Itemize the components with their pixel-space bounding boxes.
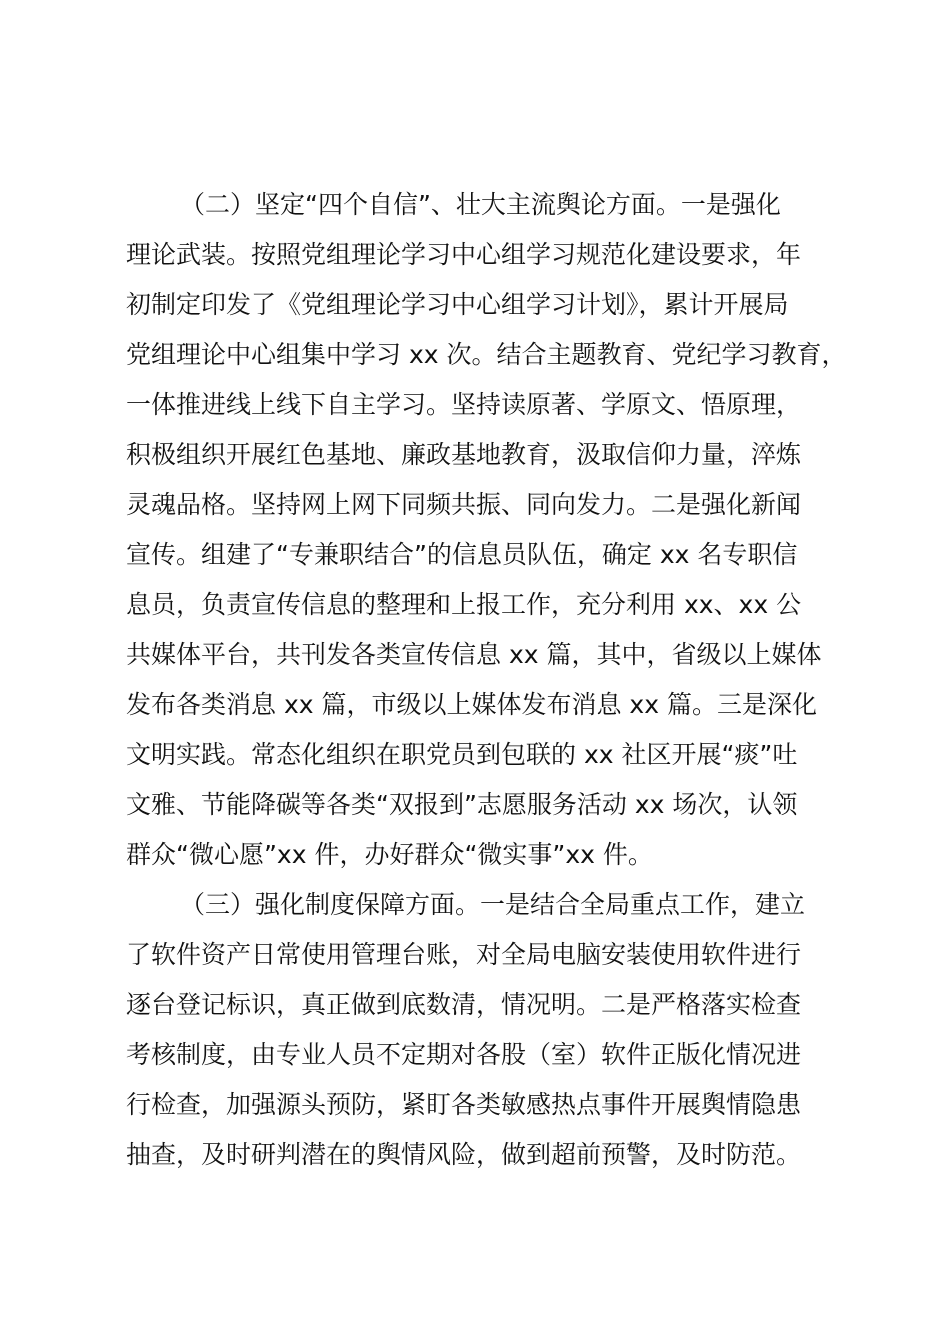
- text-line: 行检查，加强源头预防，紧盯各类敏感热点事件开展舆情隐患: [126, 1090, 802, 1119]
- text-line: 抽查，及时研判潜在的舆情风险，做到超前预警，及时防范。: [126, 1140, 802, 1169]
- text-line: 文雅、节能降碳等各类“双报到”志愿服务活动 xx 场次，认领: [126, 790, 798, 819]
- text-line: 了软件资产日常使用管理台账，对全局电脑安装使用软件进行: [126, 940, 802, 969]
- text-line: 初制定印发了《党组理论学习中心组学习计划》，累计开展局: [126, 290, 789, 319]
- text-line: 考核制度，由专业人员不定期对各股（室）软件正版化情况进: [126, 1040, 802, 1069]
- text-line: 灵魂品格。坚持网上网下同频共振、同向发力。二是强化新闻: [126, 490, 802, 519]
- text-line: 群众“微心愿”xx 件，办好群众“微实事”xx 件。: [126, 840, 653, 869]
- document-body: [126, 180, 847, 1180]
- text-line: 宣传。组建了“专兼职结合”的信息员队伍，确定 xx 名专职信: [126, 540, 798, 569]
- text-line: （二）坚定“四个自信”、壮大主流舆论方面。一是强化: [180, 190, 781, 219]
- paragraph-section-3: [126, 880, 838, 1180]
- paragraph-section-2: [126, 180, 847, 880]
- text-line: 党组理论中心组集中学习 xx 次。结合主题教育、党纪学习教育，: [126, 340, 847, 369]
- text-line: （三）强化制度保障方面。一是结合全局重点工作，建立: [180, 890, 806, 919]
- text-line: 一体推进线上线下自主学习。坚持读原著、学原文、悟原理，: [126, 390, 802, 419]
- text-line: 发布各类消息 xx 篇，市级以上媒体发布消息 xx 篇。三是深化: [126, 690, 817, 719]
- text-line: 共媒体平台，共刊发各类宣传信息 xx 篇，其中，省级以上媒体: [126, 640, 822, 669]
- text-line: 息员，负责宣传信息的整理和上报工作，充分利用 xx、xx 公: [126, 590, 802, 619]
- text-line: 文明实践。常态化组织在职党员到包联的 xx 社区开展“痰”吐: [126, 740, 798, 769]
- text-line: 理论武装。按照党组理论学习中心组学习规范化建设要求，年: [126, 240, 802, 269]
- text-line: 积极组织开展红色基地、廉政基地教育，汲取信仰力量，淬炼: [126, 440, 802, 469]
- text-line: 逐台登记标识，真正做到底数清，情况明。二是严格落实检查: [126, 990, 802, 1019]
